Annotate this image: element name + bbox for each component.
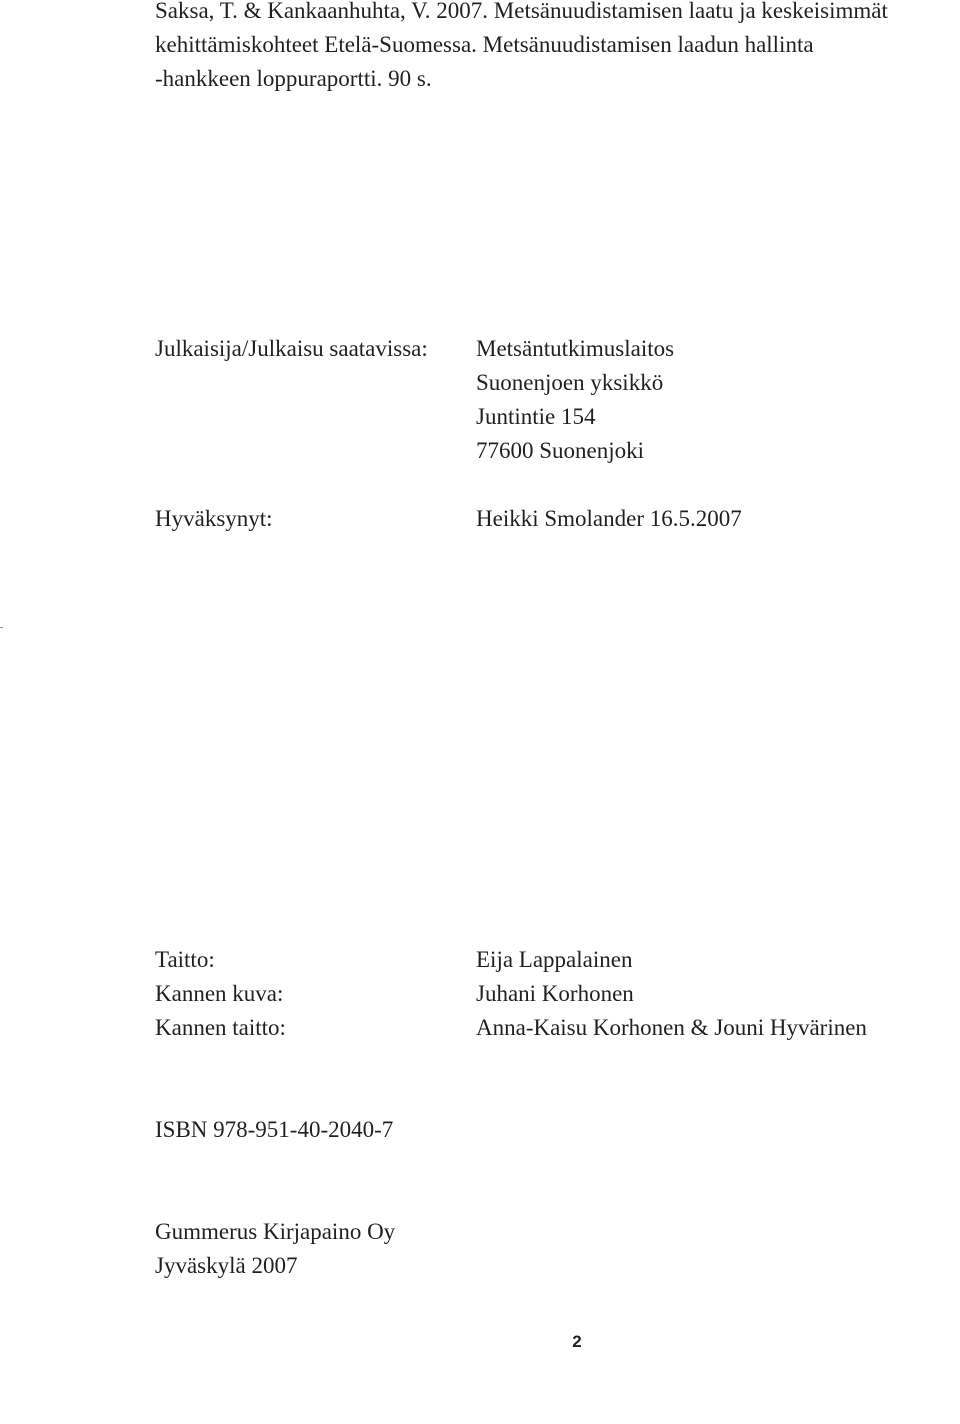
publisher-label: Julkaisija/Julkaisu saatavissa: [155, 336, 428, 361]
layout-label: Taitto: [155, 947, 215, 972]
approval-value: Heikki Smolander 16.5.2007 [476, 506, 742, 531]
page-number: 2 [572, 1332, 582, 1351]
citation-block [155, 0, 955, 96]
cover-image-value: Juhani Korhonen [476, 981, 634, 1006]
printer-place-year: Jyväskylä 2007 [155, 1253, 298, 1278]
printer-block [155, 1215, 395, 1283]
isbn: ISBN 978-951-40-2040-7 [155, 1117, 394, 1142]
cover-image-label: Kannen kuva: [155, 981, 284, 1006]
publisher-unit: Suonenjoen yksikkö [476, 370, 664, 395]
printer-name: Gummerus Kirjapaino Oy [155, 1219, 396, 1244]
approval-label: Hyväksynyt: [155, 506, 273, 531]
citation-line-3: -hankkeen loppuraportti. 90 s. [155, 66, 432, 91]
publisher-street: Juntintie 154 [476, 404, 596, 429]
publisher-postal-code: 77600 Suonenjoki [476, 438, 645, 463]
cover-layout-value: Anna-Kaisu Korhonen & Jouni Hyvärinen [476, 1015, 867, 1040]
citation-line-2: kehittämiskohteet Etelä-Suomessa. Metsänuudistamisen laadun hallinta [155, 32, 814, 57]
citation-line-1: Saksa, T. & Kankaanhuhta, V. 2007. Metsänuudistamisen laatu ja keskeisimmät [155, 0, 888, 23]
edge-mark [0, 627, 3, 628]
layout-value: Eija Lappalainen [476, 947, 633, 972]
cover-layout-label: Kannen taitto: [155, 1015, 286, 1040]
publisher-organization: Metsäntutkimuslaitos [476, 336, 675, 361]
